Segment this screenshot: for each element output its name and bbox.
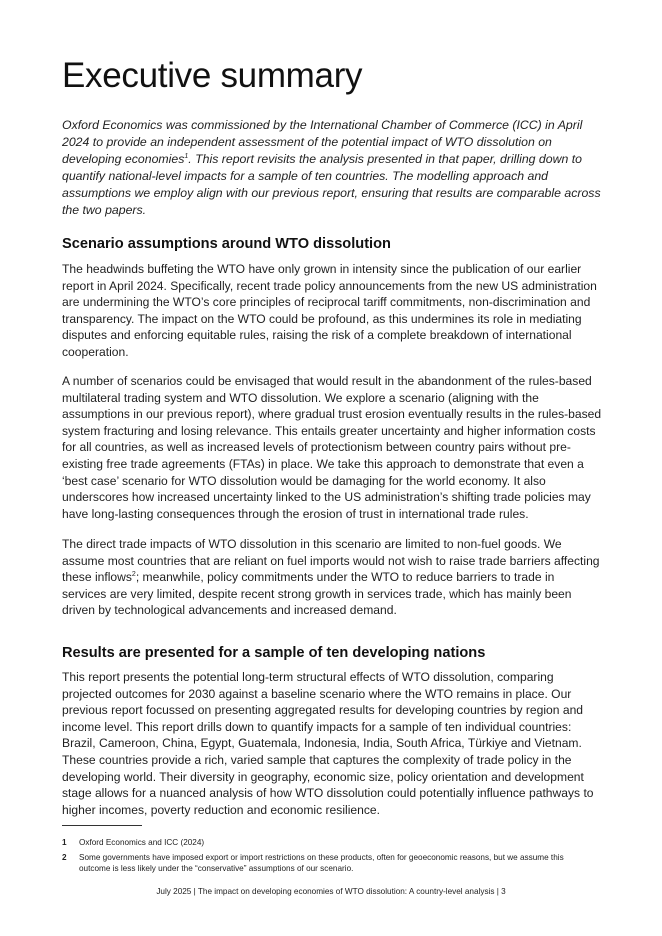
footnote-number: 1: [62, 838, 67, 847]
section-heading-results: Results are presented for a sample of ten developing nations: [62, 645, 486, 661]
scenario-paragraph-3: [62, 536, 602, 619]
intro-text-b: . This report revisits the analysis presented in that paper, drilling down to quantify national-level impacts for a sample of ten countries. The modelling approach and assumptions we employ align with our previous report, ensuring that results are comparable across the two papers.: [62, 152, 601, 218]
scenario-p3-text-b: ; meanwhile, policy commitments under the WTO to reduce barriers to trade in services are very limited, despite recent strong growth in services trade, which has mainly been driven by technological advancements and increased demand.: [62, 570, 572, 618]
results-paragraph-1: This report presents the potential long-term structural effects of WTO dissolution, comparing projected outcomes for 2030 against a baseline scenario where the WTO remains in place. Our previous report focussed on presenting aggregated results for developing countries by region and income level. This report drills down to quantify impacts for a sample of ten individual countries: Brazil, Cameroon, China, Egypt, Guatemala, Indonesia, India, South Africa, Türkiye and Vietnam. These countries provide a rich, varied sample that captures the complexity of trade policy in the developing world. Their diversity in geography, economic size, policy orientation and development stage allows for a nuanced analysis of how WTO dissolution could potentially influence pathways to higher incomes, poverty reduction and economic resilience.: [62, 670, 594, 817]
page-title: Executive summary: [62, 56, 363, 95]
intro-text-a: Oxford Economics was commissioned by the International Chamber of Commerce (ICC) in April 2024 to provide an independent assessment of the potential impact of WTO dissolution on developing economies: [62, 118, 583, 167]
page-footer: July 2025 | The impact on developing economies of WTO dissolution: A country-level analysis | 3: [156, 887, 506, 896]
section-heading-scenario: Scenario assumptions around WTO dissolution: [62, 236, 391, 252]
intro-paragraph: [62, 117, 602, 220]
footnote-ref-2[interactable]: 2: [131, 571, 136, 579]
footnote-2: [62, 853, 589, 874]
footnote-text: Oxford Economics and ICC (2024): [79, 838, 205, 847]
footnote-ref-1[interactable]: 1: [184, 153, 189, 161]
scenario-p3-text-a: The direct trade impacts of WTO dissolution in this scenario are limited to non-fuel goods. We assume most countries that are reliant on fuel imports would not wish to raise trade barriers affecting these inflows: [62, 537, 600, 585]
footnote-divider: [62, 825, 142, 826]
footnote-text: Some governments have imposed export or import restrictions on these products, often for geoeconomic reasons, but we assume this outcome is less likely under the “conservative” assumptions of our scenario.: [79, 853, 564, 873]
footnote-1: [62, 838, 589, 849]
scenario-paragraph-1: The headwinds buffeting the WTO have only grown in intensity since the publication of our earlier report in April 2024. Specifically, recent trade policy announcements from the new US administration are undermining the WTO’s core principles of reciprocal tariff commitments, non-discrimination and transparency. The impact on the WTO could be profound, as this undermines its role in mediating disputes and enforcing equitable rules, raising the risk of a complete breakdown of international cooperation.: [62, 262, 597, 359]
footnote-number: 2: [62, 853, 67, 862]
scenario-paragraph-2: A number of scenarios could be envisaged that would result in the abandonment of the rules-based multilateral trading system and WTO dissolution. We explore a scenario (aligning with the assumptions in our previous report), where gradual trust erosion eventually results in the rules-based system fracturing and losing relevance. This entails greater uncertainty and higher information costs for all countries, as well as increased levels of protectionism between country pairs without pre-existing free trade agreements (FTAs) in place. We take this approach to demonstrate that even a ‘best case’ scenario for WTO dissolution would be damaging for the world economy. It also underscores how increased uncertainty linked to the US administration’s shifting trade policies may have long-lasting consequences through the erosion of trust in international trade rules.: [62, 374, 602, 521]
